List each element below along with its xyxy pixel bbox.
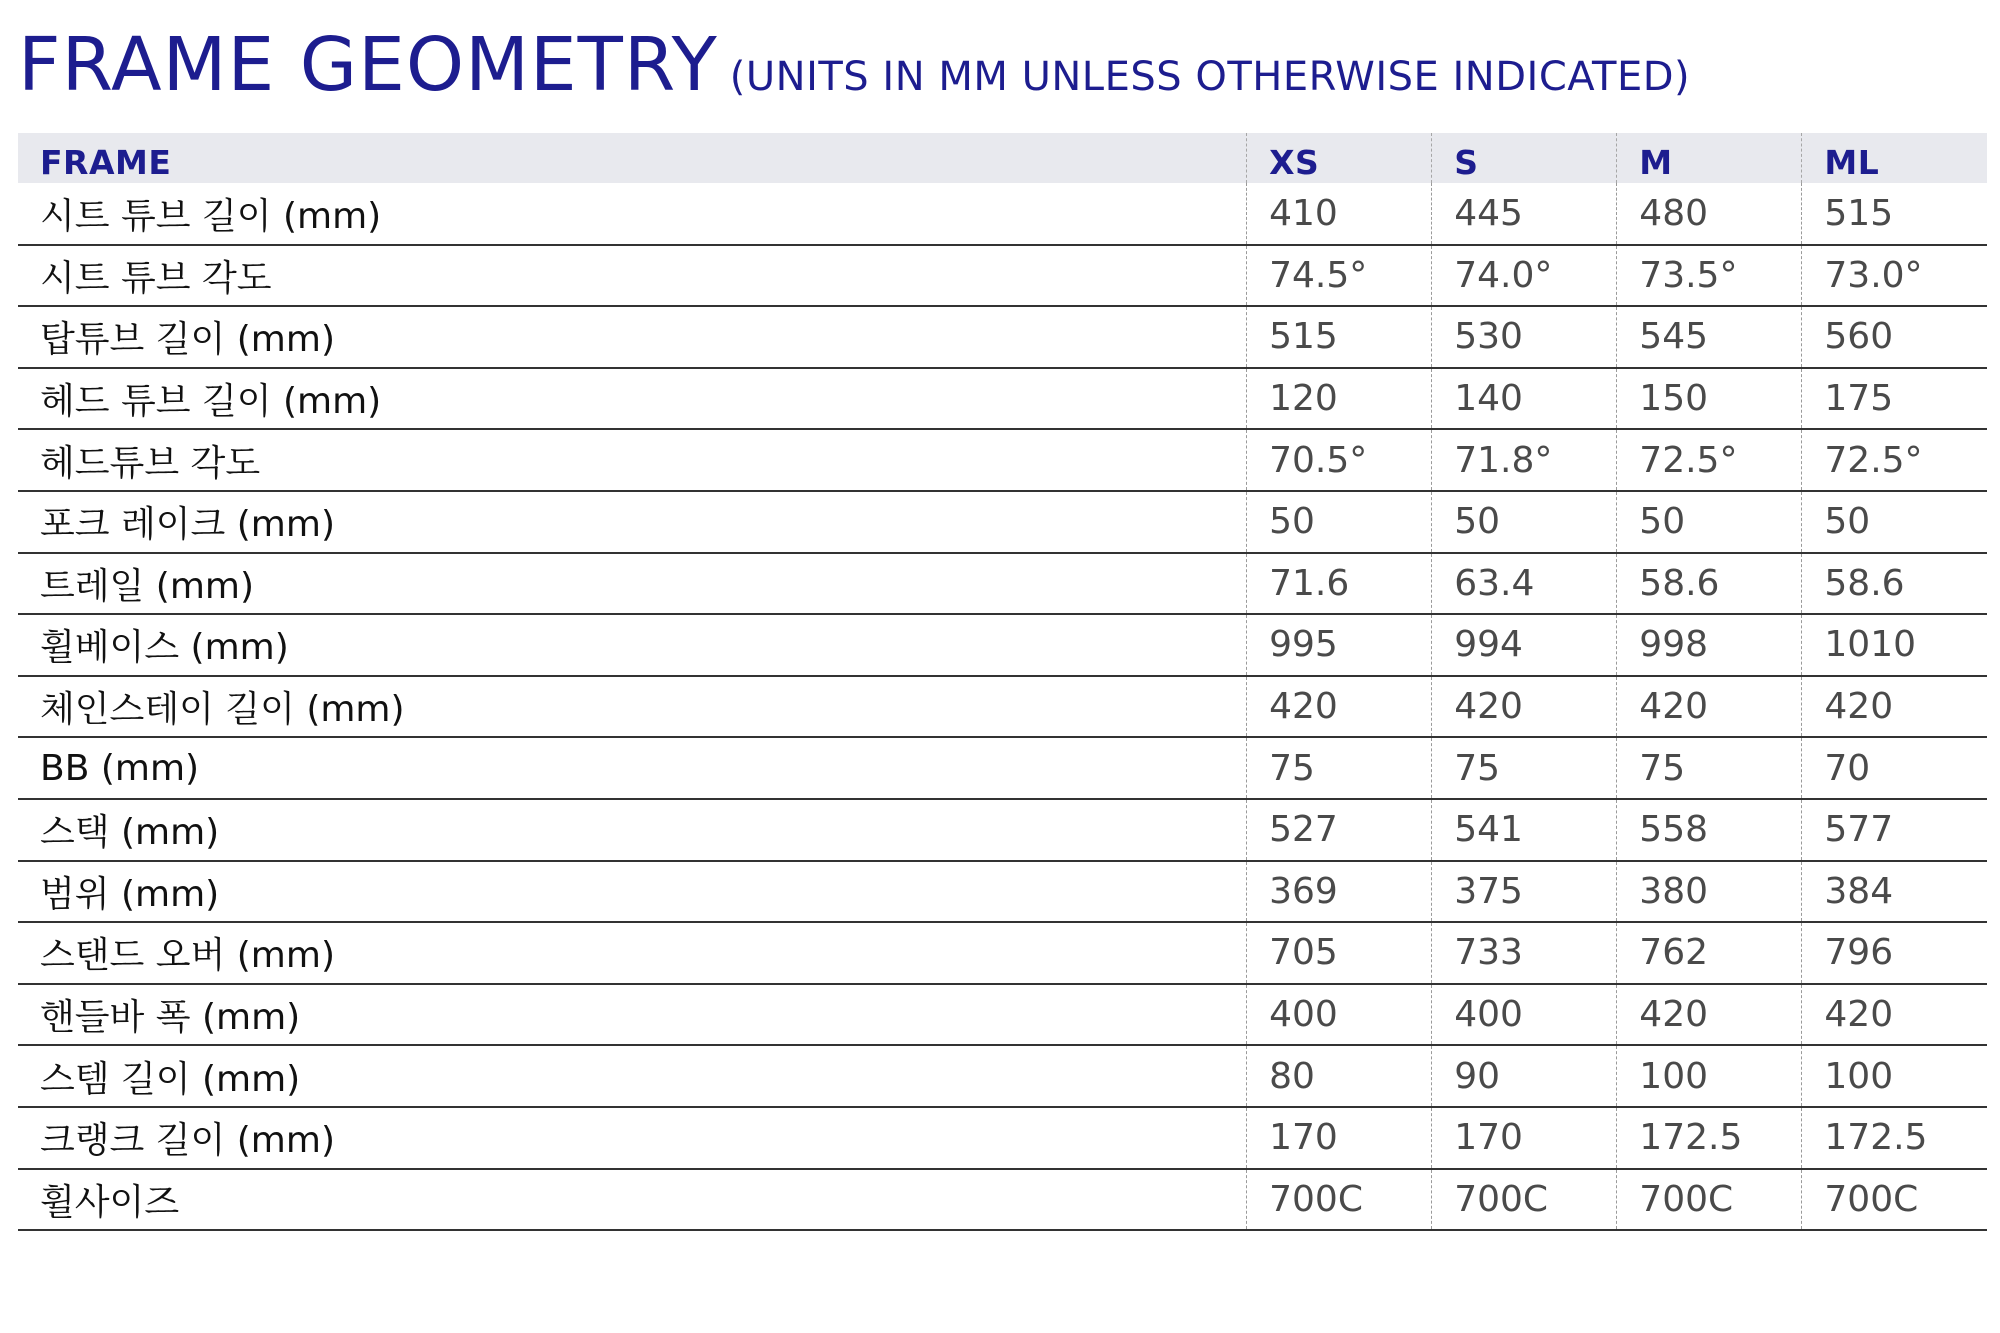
row-value-xs: 527 (1247, 799, 1432, 861)
row-value-xs: 170 (1247, 1107, 1432, 1169)
row-value-s: 530 (1432, 306, 1617, 368)
table-row (18, 368, 1987, 430)
row-label: 크랭크 길이 (mm) (18, 1107, 1247, 1169)
row-label: 체인스테이 길이 (mm) (18, 676, 1247, 738)
header-size-xs: XS (1247, 133, 1432, 183)
row-label: 시트 튜브 길이 (mm) (18, 183, 1247, 245)
table-row (18, 737, 1987, 799)
table-row (18, 614, 1987, 676)
row-value-ml: 384 (1802, 861, 1987, 923)
row-value-m: 150 (1617, 368, 1802, 430)
row-value-xs: 995 (1247, 614, 1432, 676)
row-value-xs: 400 (1247, 984, 1432, 1046)
page-subtitle: (UNITS IN MM UNLESS OTHERWISE INDICATED) (729, 54, 1691, 100)
row-value-m: 480 (1617, 183, 1802, 245)
row-value-ml: 175 (1802, 368, 1987, 430)
row-value-s: 50 (1432, 491, 1617, 553)
row-value-s: 170 (1432, 1107, 1617, 1169)
row-value-ml: 72.5° (1802, 429, 1987, 491)
row-value-s: 541 (1432, 799, 1617, 861)
table-row (18, 553, 1987, 615)
row-value-m: 73.5° (1617, 245, 1802, 307)
table-row (18, 429, 1987, 491)
row-value-ml: 420 (1802, 676, 1987, 738)
table-row (18, 183, 1987, 245)
row-label: 스탠드 오버 (mm) (18, 922, 1247, 984)
row-value-m: 545 (1617, 306, 1802, 368)
row-label: 헤드튜브 각도 (18, 429, 1247, 491)
table-row (18, 1107, 1987, 1169)
table-row (18, 306, 1987, 368)
table-header-row (18, 133, 1987, 183)
page-title: FRAME GEOMETRY (18, 22, 718, 108)
header-size-ml: ML (1802, 133, 1987, 183)
row-value-xs: 705 (1247, 922, 1432, 984)
table-row (18, 676, 1987, 738)
row-value-xs: 369 (1247, 861, 1432, 923)
row-value-ml: 577 (1802, 799, 1987, 861)
row-value-s: 733 (1432, 922, 1617, 984)
row-value-xs: 80 (1247, 1045, 1432, 1107)
frame-geometry-table (18, 133, 1987, 1231)
row-value-ml: 73.0° (1802, 245, 1987, 307)
row-value-m: 558 (1617, 799, 1802, 861)
row-value-xs: 515 (1247, 306, 1432, 368)
row-value-ml: 515 (1802, 183, 1987, 245)
row-value-s: 90 (1432, 1045, 1617, 1107)
table-row (18, 799, 1987, 861)
row-value-s: 140 (1432, 368, 1617, 430)
row-value-s: 375 (1432, 861, 1617, 923)
row-value-ml: 172.5 (1802, 1107, 1987, 1169)
row-value-ml: 796 (1802, 922, 1987, 984)
row-value-xs: 50 (1247, 491, 1432, 553)
row-label: 탑튜브 길이 (mm) (18, 306, 1247, 368)
header-frame-label: FRAME (40, 142, 172, 182)
row-label: BB (mm) (18, 737, 1247, 799)
table-body (18, 183, 1987, 1230)
row-value-m: 50 (1617, 491, 1802, 553)
row-value-s: 400 (1432, 984, 1617, 1046)
table-row (18, 491, 1987, 553)
header-size-s: S (1432, 133, 1617, 183)
table-row (18, 245, 1987, 307)
row-label: 트레일 (mm) (18, 553, 1247, 615)
table-row (18, 922, 1987, 984)
row-label: 핸들바 폭 (mm) (18, 984, 1247, 1046)
row-value-xs: 75 (1247, 737, 1432, 799)
row-value-ml: 58.6 (1802, 553, 1987, 615)
row-value-xs: 420 (1247, 676, 1432, 738)
row-value-ml: 100 (1802, 1045, 1987, 1107)
row-value-s: 994 (1432, 614, 1617, 676)
row-value-s: 63.4 (1432, 553, 1617, 615)
row-value-m: 420 (1617, 984, 1802, 1046)
row-label: 포크 레이크 (mm) (18, 491, 1247, 553)
row-value-m: 420 (1617, 676, 1802, 738)
row-value-m: 75 (1617, 737, 1802, 799)
row-label: 휠사이즈 (18, 1169, 1247, 1231)
row-value-xs: 120 (1247, 368, 1432, 430)
row-value-s: 445 (1432, 183, 1617, 245)
table-row (18, 984, 1987, 1046)
header-size-m: M (1617, 133, 1802, 183)
row-label: 스템 길이 (mm) (18, 1045, 1247, 1107)
row-value-m: 762 (1617, 922, 1802, 984)
row-value-m: 58.6 (1617, 553, 1802, 615)
row-value-m: 72.5° (1617, 429, 1802, 491)
row-value-xs: 71.6 (1247, 553, 1432, 615)
table-row (18, 1169, 1987, 1231)
row-value-s: 74.0° (1432, 245, 1617, 307)
row-label: 범위 (mm) (18, 861, 1247, 923)
table-row (18, 1045, 1987, 1107)
row-value-s: 700C (1432, 1169, 1617, 1231)
row-label: 휠베이스 (mm) (18, 614, 1247, 676)
row-value-m: 100 (1617, 1045, 1802, 1107)
row-label: 헤드 튜브 길이 (mm) (18, 368, 1247, 430)
page-heading (18, 22, 1691, 108)
row-value-s: 71.8° (1432, 429, 1617, 491)
row-value-s: 420 (1432, 676, 1617, 738)
row-value-ml: 50 (1802, 491, 1987, 553)
row-value-ml: 1010 (1802, 614, 1987, 676)
table-row (18, 861, 1987, 923)
row-value-xs: 700C (1247, 1169, 1432, 1231)
row-value-m: 700C (1617, 1169, 1802, 1231)
row-value-ml: 700C (1802, 1169, 1987, 1231)
row-value-ml: 560 (1802, 306, 1987, 368)
row-label: 스택 (mm) (18, 799, 1247, 861)
row-value-ml: 70 (1802, 737, 1987, 799)
row-value-s: 75 (1432, 737, 1617, 799)
row-value-m: 172.5 (1617, 1107, 1802, 1169)
row-value-m: 998 (1617, 614, 1802, 676)
row-label: 시트 튜브 각도 (18, 245, 1247, 307)
row-value-m: 380 (1617, 861, 1802, 923)
row-value-xs: 70.5° (1247, 429, 1432, 491)
row-value-xs: 74.5° (1247, 245, 1432, 307)
row-value-ml: 420 (1802, 984, 1987, 1046)
row-value-xs: 410 (1247, 183, 1432, 245)
